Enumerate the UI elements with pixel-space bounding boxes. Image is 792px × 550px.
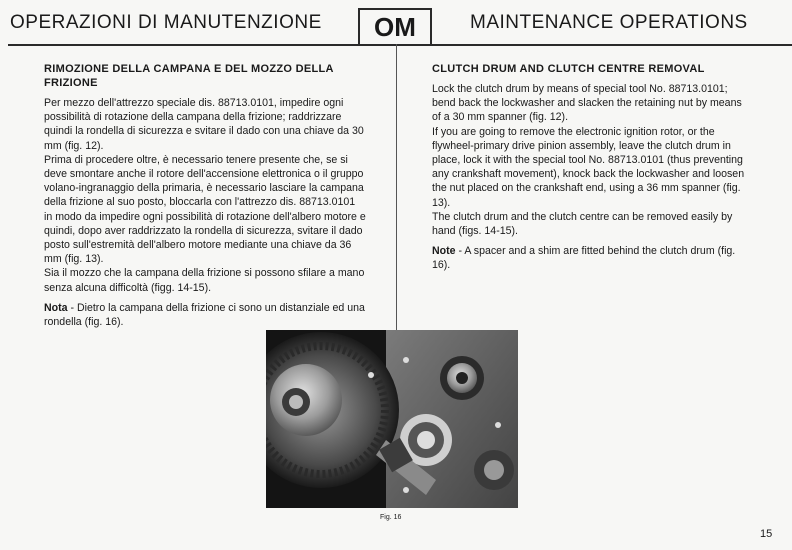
page-number: 15 [760,528,773,540]
english-note [432,244,750,272]
column-divider [396,44,397,334]
italian-column [44,62,366,329]
italian-paragraph-2: Prima di procedere oltre, è necessario tenere presente che, se si deve smontare anche il rotore dell'accensione elettronica o il gruppo volano-ingranaggio della primaria, è necessario lasciare la campana della frizione al suo posto, bloccarla con l'attrezzo dis. 88713.0101 in modo da impedire ogni possibilità di rotazione dell'albero motore e quindi, dopo aver raddrizzato la rondella di sicurezza, svitare il dado posto sull'estremità dell'albero motore mediante una chiave da 36 mm (fig. 13). [44,153,366,266]
italian-paragraph-1: Per mezzo dell'attrezzo speciale dis. 88713.0101, impedire ogni possibilità di rotazione della campana della frizione; raddrizzare quindi la rondella di sicurezza e svitare il dado con una chiave da 30 mm (fig. 12). [44,97,364,152]
english-note-label: Note [432,245,456,258]
figure-caption: Fig. 16 [380,514,402,521]
header-title-italian: OPERAZIONI DI MANUTENZIONE [10,12,322,33]
english-paragraph-1: Lock the clutch drum by means of special tool No. 88713.0101; bend back the lockwasher and slacken the retaining nut by means of a 30 mm spanner (fig. 12). [432,83,742,124]
italian-paragraph-3: Sia il mozzo che la campana della frizione si possono sfilare a mano senza alcuna difficoltà (figg. 14-15). [44,267,365,294]
italian-note [44,301,366,329]
section-code-badge: OM [358,8,432,44]
italian-section-title: RIMOZIONE DELLA CAMPANA E DEL MOZZO DELLA FRIZIONE [44,63,334,89]
english-paragraph-2: If you are going to remove the electronic ignition rotor, or the flywheel-primary drive pinion assembly, leave the clutch drum in place, lock it with the special tool No. 88713.0101 (thus preventing any crankshaft movement), knock back the lockwasher and loosen the nut placed on the crankshaft end, using a 36 mm spanner (fig. 13). [432,125,745,209]
english-column [432,62,750,273]
engine-photo-illustration [266,330,518,508]
clutch-engine-photo [266,330,518,508]
english-section-title: CLUTCH DRUM AND CLUTCH CENTRE REMOVAL [432,63,705,75]
english-note-text: - A spacer and a shim are fitted behind the clutch drum (fig. 16). [432,245,736,272]
italian-note-label: Nota [44,301,68,314]
header-title-english: MAINTENANCE OPERATIONS [470,12,748,33]
header-rule [8,44,792,46]
italian-note-text: - Dietro la campana della frizione ci sono un distanziale ed una rondella (fig. 16). [44,301,365,329]
english-paragraph-3: The clutch drum and the clutch centre can be removed easily by hand (figs. 14-15). [432,210,733,238]
